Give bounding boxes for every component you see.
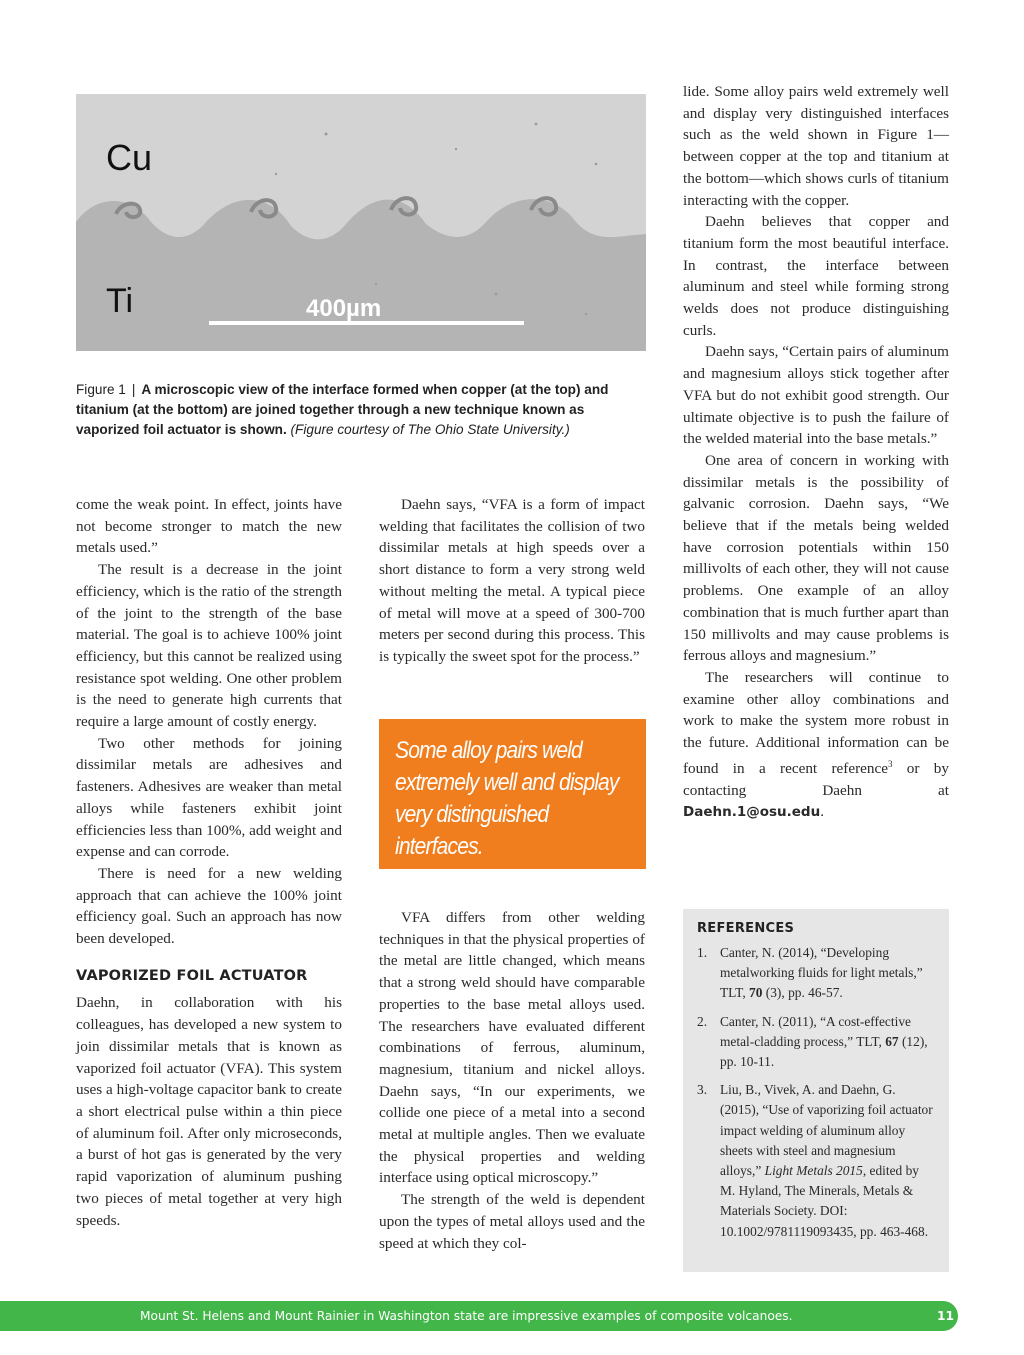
paragraph: There is need for a new welding approach that can achieve the 100% joint efficiency goal. Such an approach has now been developed. bbox=[76, 864, 342, 948]
column-1 bbox=[76, 494, 342, 1231]
reference-volume: 67 bbox=[885, 1033, 899, 1049]
references-list bbox=[697, 943, 935, 1242]
paragraph: lide. Some alloy pairs weld extremely well and display very distinguished interfaces such as the weld shown in Figure 1—between copper at the top and titanium at the bottom—which shows curls of titanium interacting with the copper. bbox=[683, 83, 949, 209]
micrograph-figure bbox=[76, 94, 646, 351]
reference-text: (12), pp. 10-11. bbox=[720, 1033, 928, 1070]
reference-item bbox=[697, 1080, 935, 1242]
paragraph: Daehn believes that copper and titanium form the most beautiful interface. In contrast, the interface between aluminum and steel while forming strong welds does not produce distinguishing curls. bbox=[683, 213, 949, 339]
paragraph: Daehn says, “Certain pairs of aluminum and magnesium alloys stick together after VFA but do not exhibit good strength. Our ultimate objective is to push the failure of the welded material into the base metals.” bbox=[683, 343, 949, 448]
email-link[interactable]: Daehn.1@osu.edu bbox=[683, 804, 821, 821]
column-3 bbox=[683, 81, 949, 824]
reference-item bbox=[697, 943, 935, 1004]
paragraph bbox=[683, 667, 949, 824]
references-box bbox=[683, 909, 949, 1272]
reference-text: Liu, B., Vivek, A. and Daehn, G. (2015), “Use of vaporizing foil actuator impact welding of aluminum alloy sheets with steel and magnesium alloys,” bbox=[720, 1082, 933, 1179]
reference-superscript: 3 bbox=[887, 758, 893, 769]
column-2-top bbox=[379, 494, 645, 668]
label-cu: Cu bbox=[106, 137, 153, 178]
reference-number: 1. bbox=[697, 945, 708, 960]
reference-volume: 70 bbox=[749, 985, 763, 1001]
paragraph: Daehn, in collaboration with his colleagues, has developed a new system to join dissimilar metals that is known as vaporized foil actuator (VFA). This system uses a high-voltage capacitor bank to create a short electrical pulse within a thin piece of aluminum foil. After only microseconds, a burst of hot gas is generated by the very rapid vaporization of aluminum pushing two pieces of metal together at very high speeds. bbox=[76, 994, 342, 1229]
paragraph: Two other methods for joining dissimilar metals are adhesives and fasteners. Adhesives are weaker than metal alloys while fasteners exhibit joint efficiencies less than 100%, add weight and expense and can corrode. bbox=[76, 734, 342, 861]
reference-title: Light Metals 2015 bbox=[764, 1163, 863, 1179]
paragraph: come the weak point. In effect, joints have not become stronger to match the new metals used.” bbox=[76, 496, 342, 557]
references-heading: REFERENCES bbox=[697, 921, 795, 936]
page-footer bbox=[0, 1301, 958, 1331]
paragraph-text: The researchers will continue to examine other alloy combinations and work to make the system more robust in the future. Additional information can be found in a recent reference bbox=[683, 668, 949, 777]
reference-text: , edited by M. Hyland, The Minerals, Metals & Materials Society. DOI: 10.1002/9781119093435, pp. 463-468. bbox=[720, 1163, 929, 1239]
paragraph: The strength of the weld is dependent upon the types of metal alloys used and the speed at which they col- bbox=[379, 1191, 645, 1252]
paragraph: The result is a decrease in the joint efficiency, which is the ratio of the strength of the joint to the strength of the base material. The goal is to achieve 100% joint efficiency, but this cannot be realized using resistance spot welding. One other problem is the need to generate high currents that require a large amount of costly energy. bbox=[76, 561, 342, 731]
reference-number: 3. bbox=[697, 1082, 708, 1098]
paragraph: Daehn says, “VFA is a form of impact welding that facilitates the collision of two dissimilar metals at high speeds over a short distance to form a very strong weld without melting the metal. A typical piece of metal will move at a speed of 300-700 meters per second during this process. This is typically the sweet spot for the process.” bbox=[379, 496, 645, 665]
label-ti: Ti bbox=[106, 282, 134, 320]
pull-quote-text: Some alloy pairs weld extremely well and display very distinguished interfaces. bbox=[395, 737, 619, 860]
paragraph-text: . bbox=[820, 803, 824, 821]
column-2-bottom bbox=[379, 907, 645, 1254]
figure-caption bbox=[76, 380, 648, 440]
reference-item bbox=[697, 1012, 935, 1073]
caption-separator: | bbox=[131, 382, 136, 397]
pull-quote bbox=[379, 719, 646, 869]
page-number: 11 bbox=[937, 1309, 954, 1323]
paragraph: VFA differs from other welding techniques in that the physical properties of the metal are little changed, which means that a strong weld should have comparable properties to the base metal alloys used. The researchers have evaluated different combinations of ferrous, aluminum, magnesium, titanium and nickel alloys. Daehn says, “In our experiments, we collide one piece of a metal into a second metal at multiple angles. Then we evaluate the physical properties and welding interface using optical microscopy.” bbox=[379, 909, 645, 1187]
section-heading: VAPORIZED FOIL ACTUATOR bbox=[76, 967, 308, 984]
paragraph-text: or by contacting Daehn at bbox=[683, 759, 949, 799]
caption-credit: (Figure courtesy of The Ohio State University.) bbox=[290, 422, 570, 437]
footer-text: Mount St. Helens and Mount Rainier in Washington state are impressive examples of composite volcanoes. bbox=[140, 1309, 793, 1323]
caption-label: Figure 1 bbox=[76, 382, 126, 397]
reference-text: (3), pp. 46-57. bbox=[762, 985, 843, 1001]
paragraph: One area of concern in working with dissimilar metals is the possibility of galvanic corrosion. Daehn says, “We believe that if the metals being welded have corrosion potentials within 150 millivolts of each other, they will not cause problems. One example of an alloy combination that is much further apart than 150 millivolts and may cause problems is ferrous alloys and magnesium.” bbox=[683, 451, 949, 665]
scale-label: 400µm bbox=[306, 295, 382, 322]
reference-text: Canter, N. (2011), “A cost-effective metal-cladding process,” TLT, bbox=[720, 1013, 911, 1049]
caption-text: A microscopic view of the interface formed when copper (at the top) and titanium (at the bottom) are joined together through a new technique known as vaporized foil actuator is shown. bbox=[76, 382, 609, 437]
reference-number: 2. bbox=[697, 1013, 708, 1029]
reference-text: Canter, N. (2014), “Developing metalworking fluids for light metals,” TLT, bbox=[720, 945, 923, 1001]
